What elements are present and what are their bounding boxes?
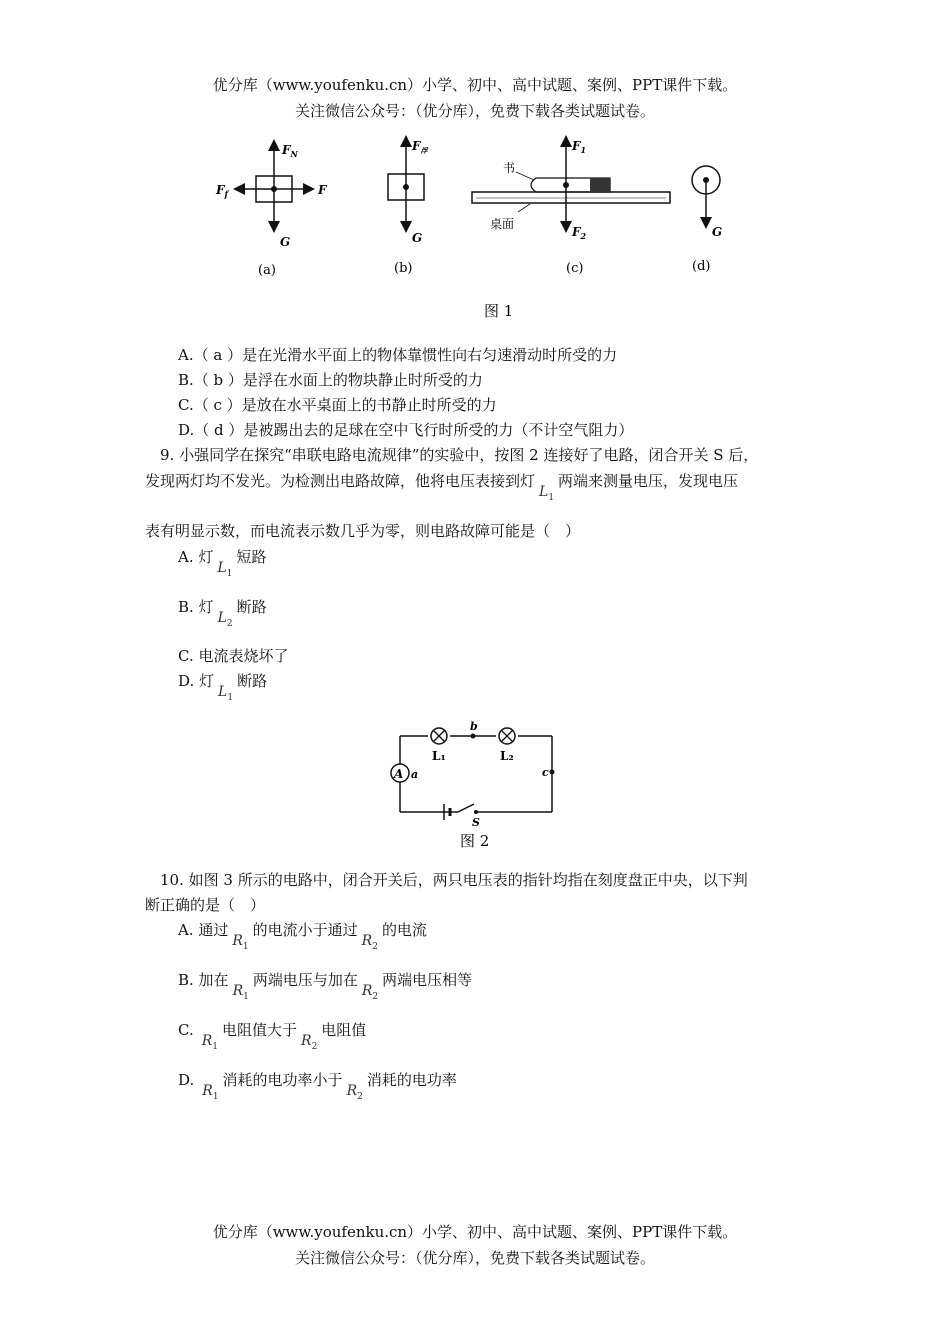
var-r2: $R_2$ <box>301 1033 318 1052</box>
figure-1b <box>388 138 429 276</box>
figure-2-caption: 图 2 <box>460 832 490 850</box>
header-line-2: 关注微信公众号：（优分库），免费下载各类试题试卷。 <box>294 102 655 120</box>
force-g-label-d: G <box>712 225 723 239</box>
book-label: 书 <box>503 161 516 175</box>
label-c: (c) <box>566 261 584 276</box>
var-r1: $R_1$ <box>202 1083 219 1102</box>
ammeter <box>391 764 409 782</box>
var-r2: $R_2$ <box>346 1083 363 1102</box>
var-l1: $L_1$ <box>539 484 555 503</box>
var-r1: $R_1$ <box>232 983 249 1002</box>
force-fn-label: $F_N$ <box>282 143 298 159</box>
figure-2 <box>380 718 580 856</box>
header-line-1: 优分库（www.youfenku.cn）小学、初中、高中试题、案例、PPT课件下载。 <box>212 76 738 94</box>
q9-option-a: A. 灯$L_1$短路 <box>178 548 267 579</box>
q9-stem-2b: 两端来测量电压，发现电压 <box>558 472 739 490</box>
q8-option-d: D.（ d ）是被踢出去的足球在空中飞行时所受的力（不计空气阻力） <box>178 421 634 439</box>
force-f1-label: $F_1$ <box>572 139 587 155</box>
q10-option-c: $C.R_1$电阻值大于$R_2$电阻值 <box>178 1021 367 1052</box>
lamp-l1 <box>431 728 447 744</box>
label-b: (b) <box>394 261 413 276</box>
label-c-node: c <box>542 766 549 779</box>
var-r2: $R_2$ <box>361 983 379 1002</box>
label-l2: L₂ <box>500 749 514 763</box>
footer-line-1: 优分库（www.youfenku.cn）小学、初中、高中试题、案例、PPT课件下载。 <box>212 1223 738 1241</box>
q9-option-c: C. 电流表烧坏了 <box>178 647 289 665</box>
figure-1a <box>215 142 328 278</box>
lamp-l2 <box>499 728 515 744</box>
force-g-label-b: G <box>412 231 423 245</box>
label-a: (a) <box>258 263 276 278</box>
svg-text:A: A <box>394 767 404 781</box>
q10-stem-line-1: 10. 如图 3 所示的电路中，闭合开关后，两只电压表的指针均指在刻度盘正中央，以下判 <box>160 871 748 889</box>
q9-stem-line-3: 表有明显示数，而电流表示数几乎为零，则电路故障可能是（ ） <box>145 522 581 540</box>
var-r1: $R_1$ <box>232 933 249 952</box>
label-d: (d) <box>692 259 711 274</box>
q10-option-d: $D.R_1$消耗的电功率小于$R_2$消耗的电功率 <box>178 1071 457 1102</box>
q10-stem-line-2: 断正确的是（ ） <box>145 896 266 914</box>
q9-option-d: D. 灯$L_1$断路 <box>178 672 268 703</box>
q10-option-a: A. 通过$R_1$的电流小于通过$R_2$的电流 <box>178 921 427 952</box>
q8-option-c: C.（ c ）是放在水平桌面上的书静止时所受的力 <box>178 396 497 414</box>
label-l1: L₁ <box>432 749 446 763</box>
q10-option-b: B. 加在$R_1$两端电压与加在$R_2$两端电压相等 <box>178 971 473 1002</box>
q9-stem-line-1: 9. 小强同学在探究“串联电路电流规律”的实验中，按图 2 连接好了电路，闭合开关 S 后， <box>160 446 759 464</box>
force-ffu-label: $F_浮$ <box>412 139 428 155</box>
q9-option-b: B. 灯$L_2$断路 <box>178 598 267 629</box>
var-l1: $L_1$ <box>218 684 234 703</box>
force-g-label-a: G <box>280 235 291 249</box>
q8-option-b: B.（ b ）是浮在水面上的物块静止时所受的力 <box>178 371 483 389</box>
var-l1: $L_1$ <box>217 560 233 579</box>
figure-1c <box>472 138 670 276</box>
var-r1: $R_1$ <box>201 1033 218 1052</box>
figure-1-caption: 图 1 <box>484 302 514 320</box>
force-ff-label: $F_f$ <box>216 183 228 199</box>
label-b-node: b <box>470 720 478 733</box>
label-a-node: a <box>411 768 419 781</box>
var-r2: $R_2$ <box>361 933 378 952</box>
figure-1 <box>200 130 760 330</box>
switch-s <box>458 804 478 814</box>
force-f2-label: $F_2$ <box>572 225 587 241</box>
footer-line-2: 关注微信公众号：（优分库），免费下载各类试题试卷。 <box>294 1249 655 1267</box>
label-s: S <box>472 816 480 829</box>
var-l2: $L_2$ <box>217 610 233 629</box>
q8-option-a: A.（ a ）是在光滑水平面上的物体靠惯性向右匀速滑动时所受的力 <box>178 346 618 364</box>
desk-label: 桌面 <box>490 217 515 231</box>
force-f-label: F <box>318 183 327 197</box>
q9-stem-2a: 发现两灯均不发光。为检测出电路故障，他将电压表接到灯 <box>145 472 536 490</box>
q9-stem-line-2 <box>145 470 739 503</box>
figure-1d <box>692 166 722 274</box>
